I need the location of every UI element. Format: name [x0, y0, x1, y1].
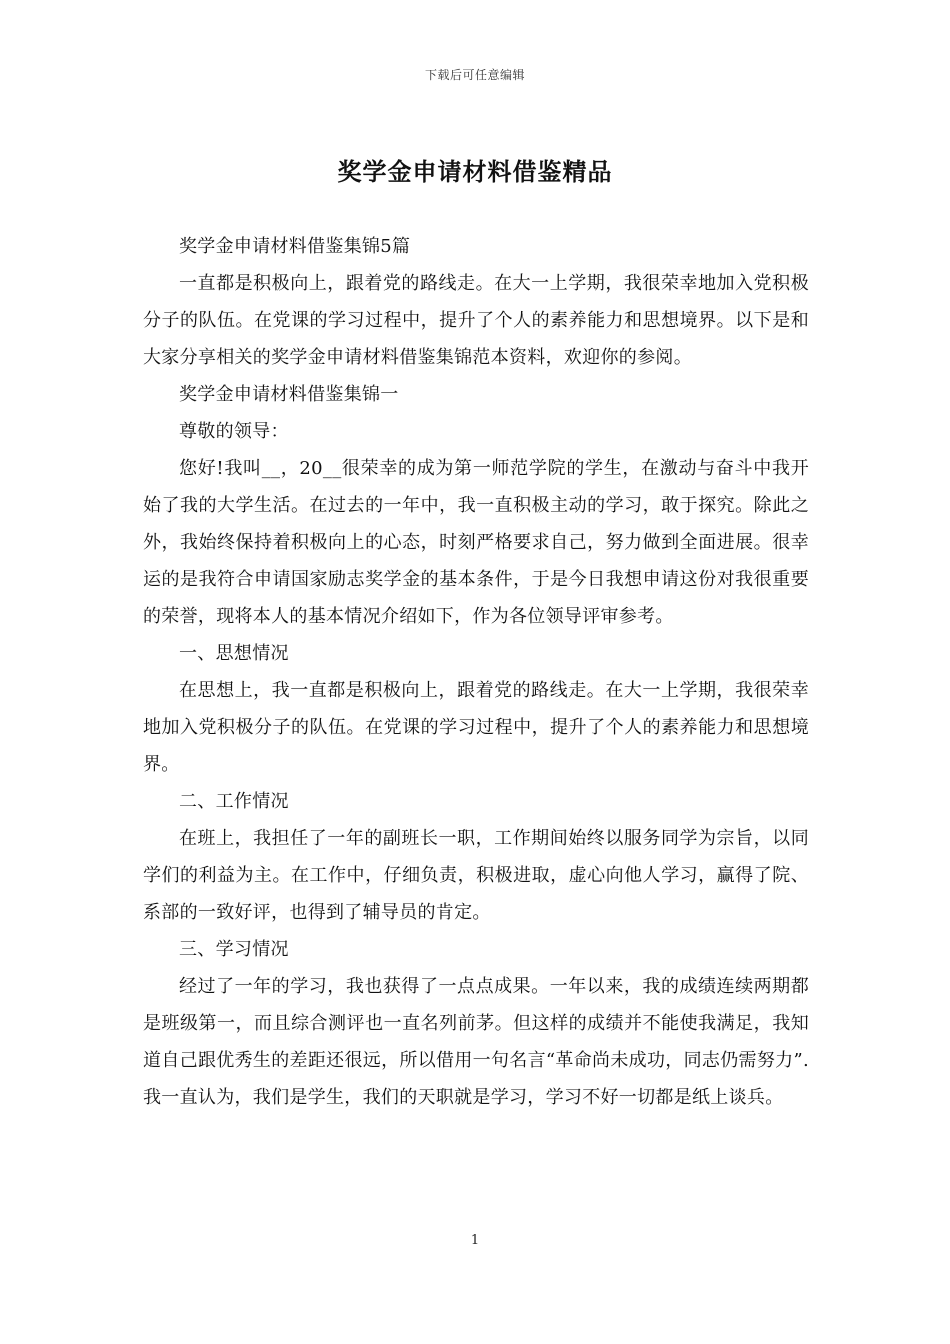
heading-work: 二、工作情况	[179, 791, 289, 812]
paragraph-greeting: 您好!我叫__，20__很荣幸的成为第一师范学院的学生，在激动与奋斗中我开始了我的大学生活。在过去的一年中，我一直积极主动的学习，敢于探究。除此之外，我始终保持着积极向上的心态，时刻严格要求自己，努力做到全面进展。很幸运的是我符合申请国家励志奖学金的基本条件，于是今日我想申请这份对我很重要的荣誉，现将本人的基本情况介绍如下，作为各位领导评审参考。	[143, 458, 809, 627]
paragraph-work: 在班上，我担任了一年的副班长一职，工作期间始终以服务同学为宗旨，以同学们的利益为主。在工作中，仔细负责，积极进取，虚心向他人学习，赢得了院、系部的一致好评，也得到了辅导员的肯定。	[143, 828, 809, 923]
paragraph-section-title: 奖学金申请材料借鉴集锦一	[179, 384, 399, 405]
paragraph-intro: 一直都是积极向上，跟着党的路线走。在大一上学期，我很荣幸地加入党积极分子的队伍。在党课的学习过程中，提升了个人的素养能力和思想境界。以下是和大家分享相关的奖学金申请材料借鉴集锦范本资料，欢迎你的参阅。	[143, 273, 809, 368]
document-body	[143, 228, 809, 1116]
heading-thought: 一、思想情况	[179, 643, 289, 664]
page-number: 1	[470, 1233, 480, 1248]
paragraph-study: 经过了一年的学习，我也获得了一点点成果。一年以来，我的成绩连续两期都是班级第一，而且综合测评也一直名列前茅。但这样的成绩并不能使我满足，我知道自己跟优秀生的差距还很远，所以借用一句名言“革命尚未成功，同志仍需努力”.我一直认为，我们是学生，我们的天职就是学习，学习不好一切都是纸上谈兵。	[143, 976, 809, 1108]
paragraph-thought: 在思想上，我一直都是积极向上，跟着党的路线走。在大一上学期，我很荣幸地加入党积极分子的队伍。在党课的学习过程中，提升了个人的素养能力和思想境界。	[143, 680, 809, 775]
document-title: 奖学金申请材料借鉴精品	[337, 157, 613, 186]
paragraph-intro-heading: 奖学金申请材料借鉴集锦5篇	[179, 236, 411, 257]
heading-study: 三、学习情况	[179, 939, 289, 960]
page-header: 下载后可任意编辑	[424, 68, 525, 82]
paragraph-salutation: 尊敬的领导：	[179, 421, 289, 442]
